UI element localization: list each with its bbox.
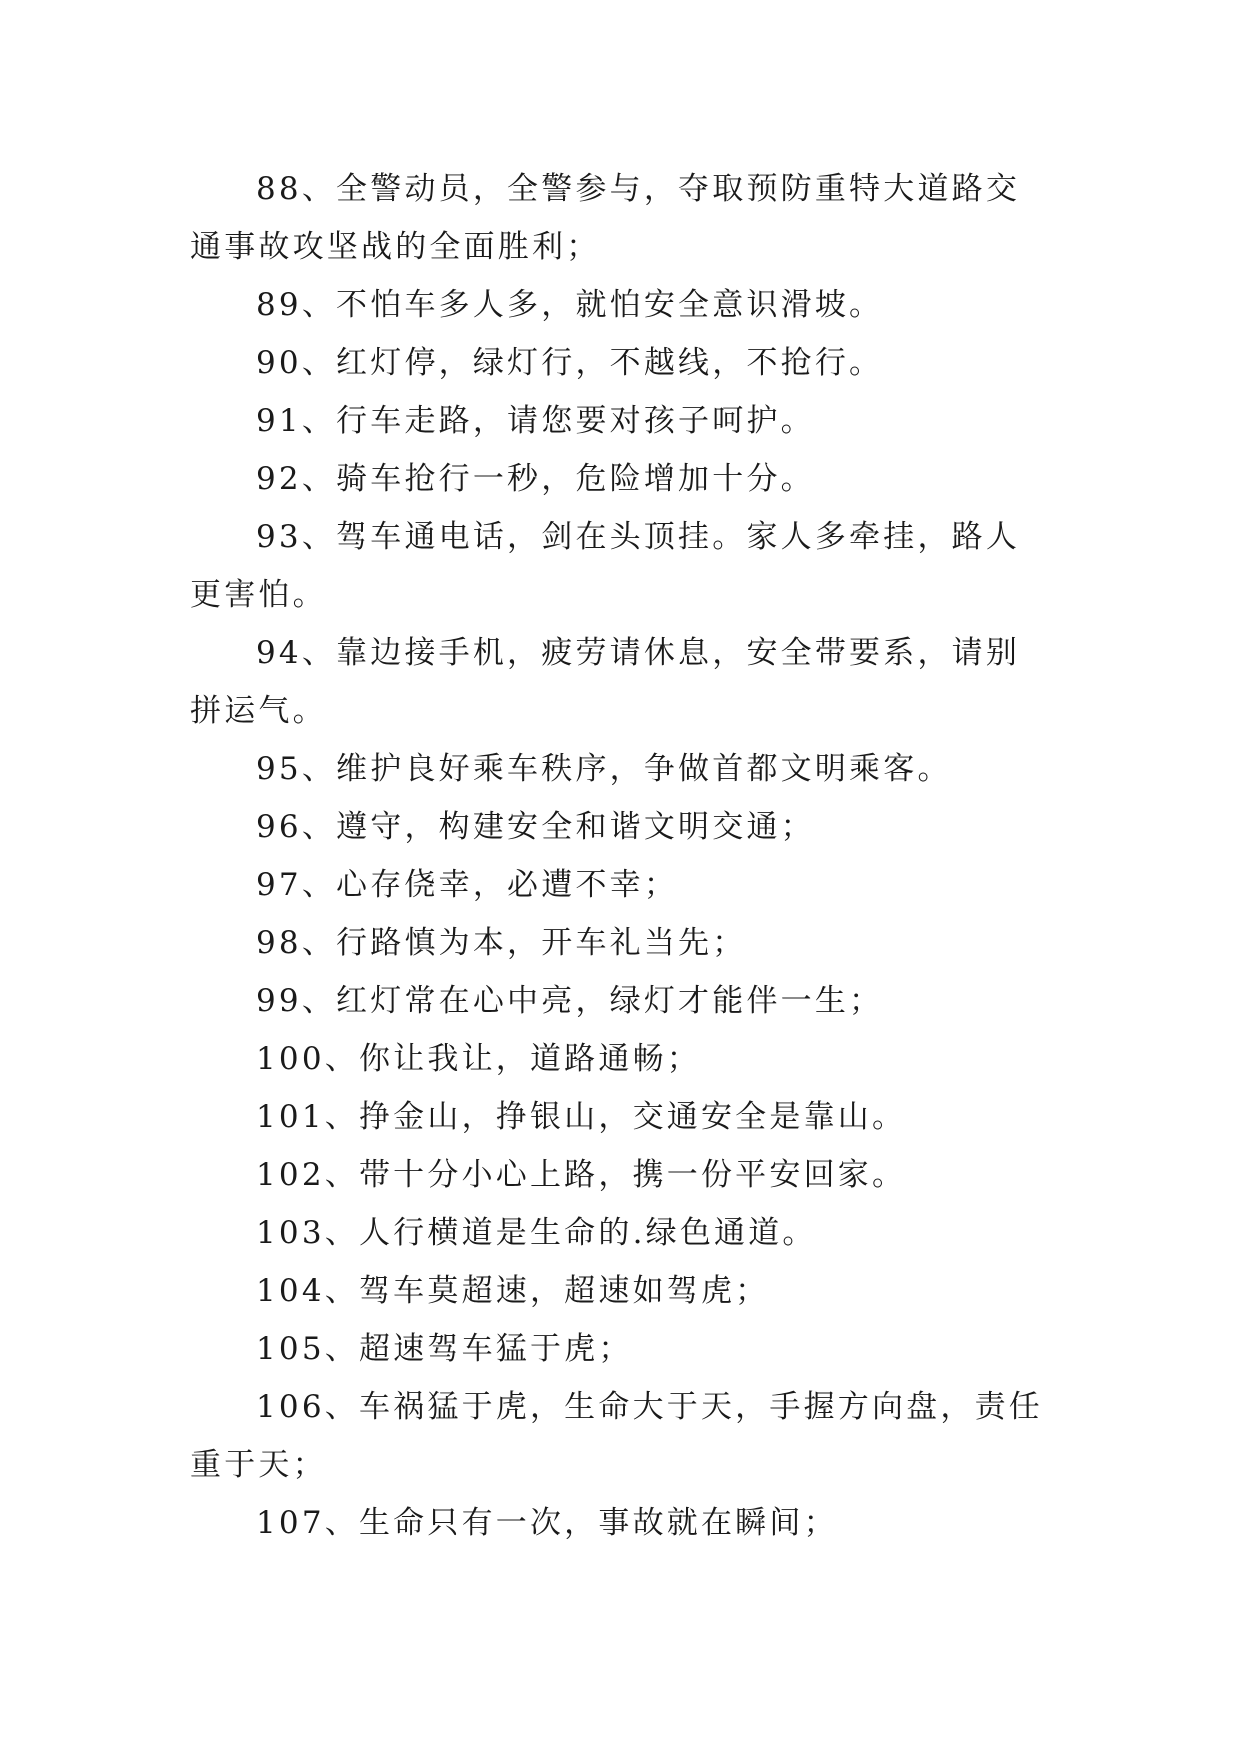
slogan-paragraph: 94、靠边接手机，疲劳请休息，安全带要系，请别拼运气。: [190, 635, 1021, 729]
slogan-paragraph: 99、红灯常在心中亮，绿灯才能伴一生；: [256, 983, 884, 1019]
slogan-paragraph: 102、带十分小心上路，携一份平安回家。: [256, 1157, 907, 1193]
slogan-paragraph: 91、行车走路，请您要对孩子呵护。: [256, 403, 815, 439]
document-body: [190, 160, 1052, 1552]
slogan-paragraph: 95、维护良好乘车秩序，争做首都文明乘客。: [256, 751, 952, 787]
slogan-paragraph: 88、全警动员，全警参与，夺取预防重特大道路交通事故攻坚战的全面胜利；: [190, 171, 1021, 265]
slogan-paragraph: 89、不怕车多人多，就怕安全意识滑坡。: [256, 287, 884, 323]
slogan-paragraph: 106、车祸猛于虎，生命大于天，手握方向盘，责任重于天；: [190, 1389, 1043, 1483]
slogan-paragraph: 93、驾车通电话，剑在头顶挂。家人多牵挂，路人更害怕。: [190, 519, 1021, 613]
slogan-paragraph: 92、骑车抢行一秒，危险增加十分。: [256, 461, 815, 497]
slogan-paragraph: 103、人行横道是生命的.绿色通道。: [256, 1215, 817, 1251]
slogan-paragraph: 96、遵守，构建安全和谐文明交通；: [256, 809, 815, 845]
slogan-paragraph: 107、生命只有一次，事故就在瞬间；: [256, 1505, 838, 1541]
slogan-paragraph: 100、你让我让，道路通畅；: [256, 1041, 701, 1077]
slogan-paragraph: 97、心存侥幸，必遭不幸；: [256, 867, 679, 903]
slogan-paragraph: 90、红灯停，绿灯行，不越线，不抢行。: [256, 345, 884, 381]
slogan-paragraph: 104、驾车莫超速，超速如驾虎；: [256, 1273, 770, 1309]
slogan-paragraph: 98、行路慎为本，开车礼当先；: [256, 925, 747, 961]
slogan-paragraph: 105、超速驾车猛于虎；: [256, 1331, 633, 1367]
slogan-paragraph: 101、挣金山，挣银山，交通安全是靠山。: [256, 1099, 907, 1135]
